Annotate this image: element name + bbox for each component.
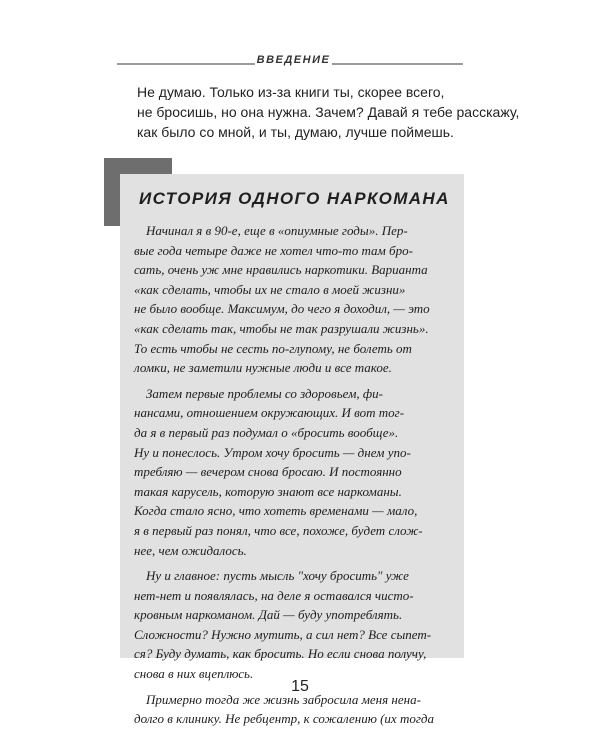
running-header: ВВЕДЕНИЕ: [256, 54, 331, 66]
story-line: ломки, не заметили нужные люди и все такое.: [134, 360, 392, 376]
story-line: нансами, отношением окружающих. И вот тог-: [134, 405, 405, 421]
story-line: «как сделать так, чтобы не так разрушали жизнь».: [134, 320, 429, 336]
story-line: нет-нет и появлялась, на деле я оставался чисто-: [134, 587, 414, 603]
story-line: сать, очень уж мне нравились наркотики. Варианта: [134, 262, 428, 278]
intro-line: не бросишь, но она нужна. Зачем? Давай я тебе расскажу,: [137, 104, 520, 120]
story-paragraph: [134, 566, 450, 684]
story-line: кровным наркоманом. Дай — буду употреблять.: [134, 607, 403, 623]
story-line: я в первый раз понял, что все, похоже, будет слож-: [134, 522, 423, 538]
story-paragraph: [134, 384, 450, 560]
page-number: 15: [291, 678, 309, 695]
header-rule-left: [117, 63, 255, 65]
story-paragraph: [134, 221, 450, 378]
story-line: вые года четыре даже не хотел что-то там бро-: [134, 242, 413, 258]
story-line: «как сделать, чтобы их не стало в моей жизни»: [134, 281, 406, 297]
story-line: Начинал я в 90-е, еще в «опиумные годы». Пер-: [146, 223, 408, 238]
story-line: долго в клинику. Не ребцентр, к сожалению (их тогда: [134, 711, 434, 727]
story-line: требляю — вечером снова бросаю. И постоянно: [134, 464, 402, 480]
intro-line: Не думаю. Только из-за книги ты, скорее всего,: [137, 84, 445, 100]
story-line: Когда стало ясно, что хотеть временами — мало,: [134, 503, 418, 519]
story-line: Ну и главное: пусть мысль "хочу бросить" уже: [146, 568, 409, 584]
story-line: не было вообще. Максимум, до чего я доходил, — это: [134, 301, 430, 317]
story-line: снова в них вцеплюсь.: [134, 666, 254, 682]
story-line: Сложности? Нужно мутить, а сил нет? Все сыпет-: [134, 626, 432, 642]
story-line: такая карусель, которую знают все наркоманы.: [134, 483, 402, 499]
story-title: ИСТОРИЯ ОДНОГО НАРКОМАНА: [139, 189, 450, 208]
story-line: То есть чтобы не сесть по-глупому, не болеть от: [134, 340, 412, 356]
header-rule-right: [332, 63, 463, 65]
intro-line: как было со мной, и ты, думаю, лучше поймешь.: [137, 124, 454, 140]
story-line: Ну и понеслось. Утром хочу бросить — днем упо-: [134, 444, 411, 460]
intro-text: [137, 82, 520, 142]
story-line: нее, чем ожидалось.: [134, 542, 247, 558]
story-line: ся? Буду думать, как бросить. Но если снова получу,: [134, 646, 427, 662]
story-line: Примерно тогда же жизнь забросила меня нена-: [146, 691, 421, 707]
story-line: да я в первый раз подумал о «бросить вообще».: [134, 424, 399, 440]
story-line: Затем первые проблемы со здоровьем, фи-: [146, 385, 383, 401]
